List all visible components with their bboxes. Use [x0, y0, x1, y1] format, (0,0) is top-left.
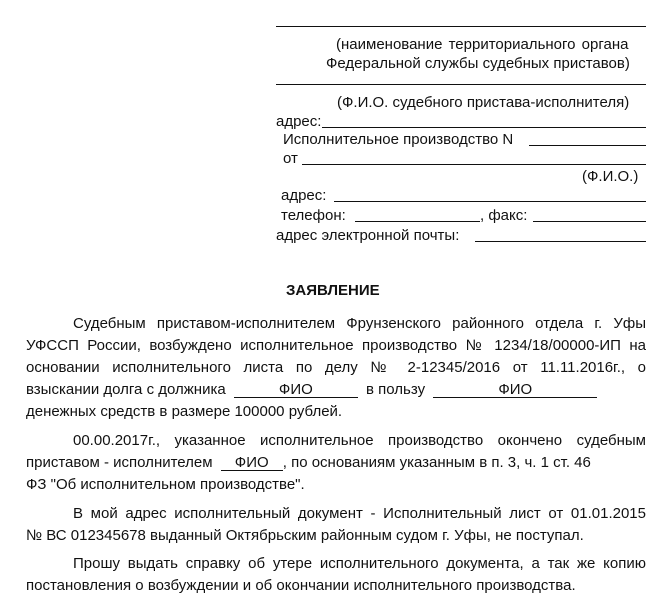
email-label: адрес электронной почты:: [276, 227, 460, 244]
paragraph-4-line-2: постановления о возбуждении и об окончании исполнительного производства.: [26, 577, 576, 594]
org-caption-line-1: (наименование территориального органа: [336, 36, 629, 53]
paragraph-2-line-1: 00.00.2017г., указанное исполнительное производство окончено судебным: [73, 432, 646, 449]
from-label: от: [283, 150, 298, 167]
org-name-blank-line[interactable]: [276, 26, 646, 27]
address-blank-line[interactable]: [322, 127, 646, 128]
bailiff-name-blank-line[interactable]: [276, 84, 646, 85]
paragraph-1-line-5: денежных средств в размере 100000 рублей.: [26, 403, 343, 420]
paragraph-1-line-1: Судебным приставом-исполнителем Фрунзенского районного отдела г. Уфы: [73, 315, 646, 332]
debtor-text: взыскании долга с должника: [26, 381, 226, 398]
paragraph-1-line-3: основании исполнительного листа по делу № 2-12345/2016 от 11.11.2016г., о: [26, 359, 646, 376]
bailiff-caption: (Ф.И.О. судебного пристава-исполнителя): [337, 94, 630, 111]
paragraph-3-line-2: № ВС 012345678 выданный Октябрьским районным судом г. Уфы, не поступал.: [26, 527, 584, 544]
proceeding-number-blank-line[interactable]: [529, 145, 646, 146]
fio-caption: (Ф.И.О.): [582, 168, 639, 185]
address2-label: адрес:: [281, 187, 327, 204]
document-title: ЗАЯВЛЕНИЕ: [286, 282, 380, 299]
address2-blank-line[interactable]: [334, 201, 646, 202]
paragraph-4: [26, 553, 646, 597]
creditor-fio-field[interactable]: ФИО: [433, 382, 597, 398]
fax-label: , факс:: [480, 207, 528, 224]
org-caption-line-2: Федеральной службы судебных приставов): [326, 55, 630, 72]
fax-blank-line[interactable]: [533, 221, 646, 222]
paragraph-1-line-2: УФССП России, возбуждено исполнительное производство № 1234/18/00000-ИП на: [26, 337, 646, 354]
paragraph-1-line-4: [26, 379, 646, 401]
paragraph-1: [26, 313, 646, 423]
paragraph-2: [26, 430, 646, 496]
paragraph-4-line-1: Прошу выдать справку об утере исполнительного документа, а так же копию: [73, 555, 646, 572]
bailiff-text: приставом - исполнителем: [26, 454, 213, 471]
proceeding-label: Исполнительное производство N: [283, 131, 514, 148]
bailiff-fio-field[interactable]: ФИО: [221, 455, 283, 471]
paragraph-3-line-1: В мой адрес исполнительный документ - Исполнительный лист от 01.01.2015: [73, 505, 646, 522]
in-favor-text: в пользу: [366, 381, 426, 398]
paragraph-2-line-2: [26, 452, 646, 474]
grounds-text: , по основаниям указанным в п. 3, ч. 1 ст. 46: [282, 454, 591, 471]
address-label: адрес:: [276, 113, 322, 130]
email-blank-line[interactable]: [475, 241, 646, 242]
phone-label: телефон:: [281, 207, 346, 224]
from-blank-line[interactable]: [302, 164, 646, 165]
debtor-fio-field[interactable]: ФИО: [234, 382, 358, 398]
paragraph-3: [26, 503, 646, 547]
phone-blank-line[interactable]: [355, 221, 480, 222]
paragraph-2-line-3: ФЗ "Об исполнительном производстве".: [26, 476, 305, 493]
